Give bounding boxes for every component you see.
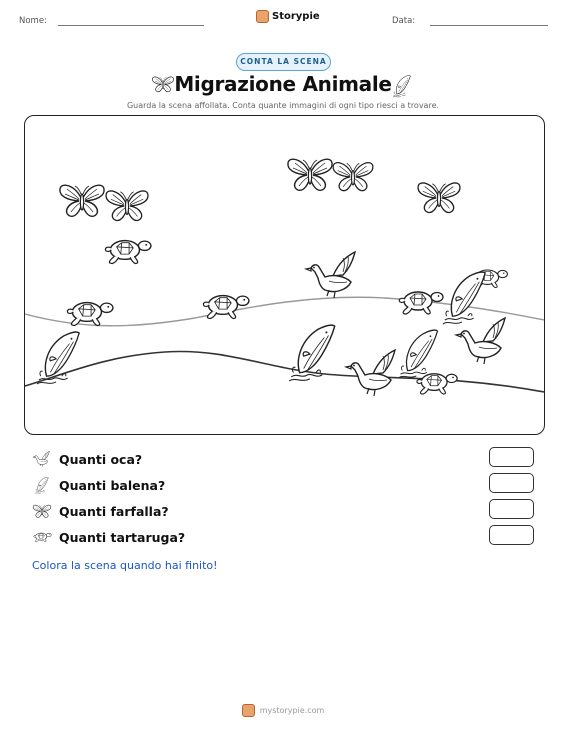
question-turtle — [32, 524, 537, 550]
question-text: Quanti farfalla? — [59, 503, 169, 519]
turtle — [105, 241, 151, 264]
worksheet-header — [0, 0, 566, 40]
instructions: Guarda la scena affollata. Conta quante immagini di ogni tipo riesci a trovare. — [126, 101, 440, 110]
whale — [399, 330, 438, 378]
question-text: Quanti tartaruga? — [59, 529, 186, 545]
goose — [456, 318, 505, 364]
answer-box-goose[interactable] — [489, 447, 534, 467]
brand — [256, 10, 320, 23]
butterfly — [60, 185, 104, 216]
whale-icon — [391, 74, 413, 98]
questions-list — [32, 446, 537, 550]
answer-box-butterfly[interactable] — [489, 499, 534, 519]
scene-illustration — [25, 116, 544, 434]
butterfly — [333, 163, 373, 191]
turtle — [67, 303, 113, 326]
whale-icon — [32, 476, 52, 494]
question-text: Quanti oca? — [59, 451, 143, 467]
activity-tag: CONTA LA SCENA — [236, 53, 331, 71]
title-row — [0, 72, 566, 96]
question-butterfly — [32, 498, 537, 524]
footer-url[interactable]: mystorypie.com — [259, 706, 325, 715]
color-instruction: Colora la scena quando hai finito! — [32, 559, 218, 572]
goose-icon — [32, 450, 52, 468]
butterfly-icon — [32, 502, 52, 520]
turtle-icon — [32, 528, 52, 546]
name-label: Nome: — [19, 16, 47, 26]
date-line[interactable] — [430, 25, 548, 26]
date-label: Data: — [392, 16, 416, 26]
turtle — [417, 374, 457, 394]
butterfly — [106, 191, 148, 221]
wave-line — [25, 351, 544, 392]
butterfly — [418, 183, 460, 213]
answer-box-whale[interactable] — [489, 473, 534, 493]
butterfly — [288, 159, 332, 190]
butterfly-icon — [151, 74, 175, 94]
turtle — [203, 296, 249, 319]
counting-scene — [24, 115, 545, 435]
storypie-logo-icon — [242, 704, 255, 717]
question-whale — [32, 472, 537, 498]
footer — [0, 704, 566, 717]
page-title: Migrazione Animale — [174, 72, 392, 96]
brand-name: Storypie — [272, 11, 320, 22]
name-line[interactable] — [58, 25, 204, 26]
goose — [346, 350, 395, 396]
answer-box-turtle[interactable] — [489, 525, 534, 545]
question-goose — [32, 446, 537, 472]
question-text: Quanti balena? — [59, 477, 166, 493]
whale — [443, 272, 485, 324]
storypie-logo-icon — [256, 10, 269, 23]
goose — [306, 252, 355, 298]
